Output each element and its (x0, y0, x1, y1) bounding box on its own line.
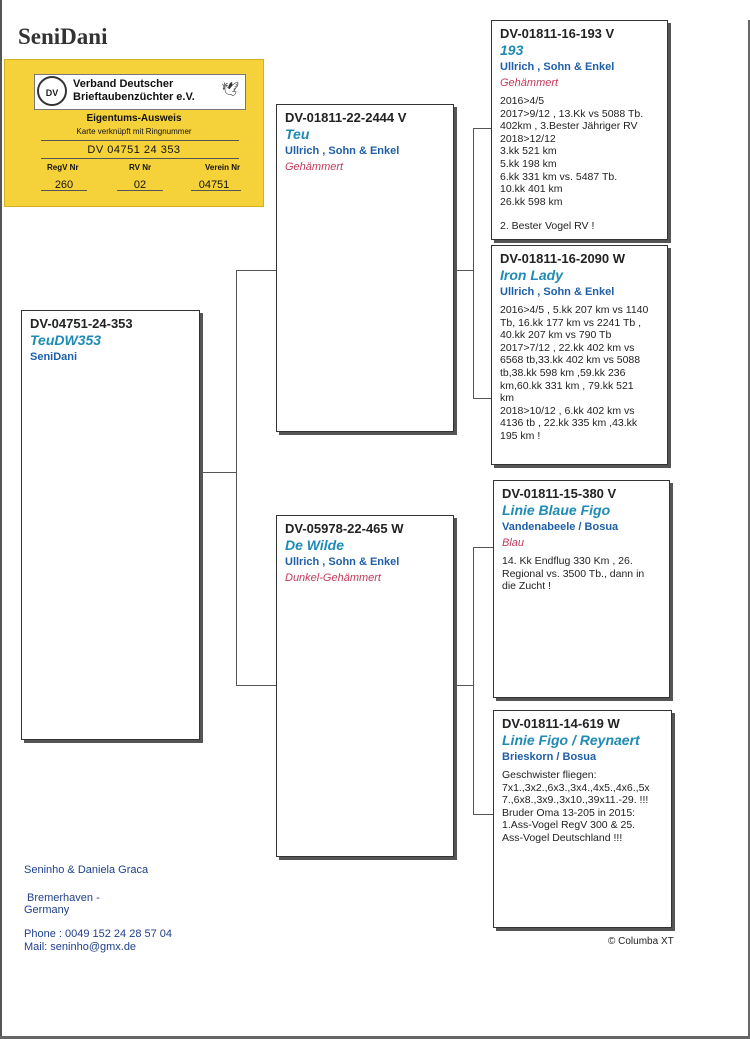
card-field-line (41, 190, 87, 191)
note-line: 26.kk 598 km (500, 195, 563, 208)
card-field-line (117, 190, 163, 191)
pigeon-name: De Wilde (285, 537, 344, 553)
note-line: Geschwister fliegen: (502, 769, 597, 781)
card-verein-label: Verein Nr (205, 163, 241, 172)
contact-phone: Phone : 0049 152 24 28 57 04 (24, 928, 173, 940)
card-rv-label: RV Nr (129, 163, 152, 172)
breeder: Brieskorn / Bosua (502, 751, 597, 763)
breeder: SeniDani (30, 351, 78, 363)
card-field-line (191, 190, 241, 191)
contact-city: Bremerhaven - (27, 892, 100, 904)
note-line: 40.kk 207 km vs 790 Tb (500, 329, 612, 342)
note-line: die Zucht ! (502, 580, 552, 593)
note-line: Bruder Oma 13-205 in 2015: (502, 806, 636, 819)
pedigree-box-dam (276, 515, 454, 857)
ring-number: DV-01811-16-2090 W (500, 251, 626, 266)
scan-border-left (0, 0, 2, 1039)
pigeon-name: Teu (285, 126, 310, 142)
note-line: tb,38.kk 598 km ,59.kk 236 (500, 366, 626, 379)
note-line: 14. Kk Endflug 330 Km , 26. (502, 555, 633, 567)
connector-line (473, 398, 491, 399)
pedigree-box-dam-sire (493, 480, 670, 698)
note-line: km (500, 392, 514, 405)
card-ring-number: DV 04751 24 353 (87, 144, 181, 156)
note-line: 2017>9/12 , 13.Kk vs 5088 Tb. (500, 107, 644, 120)
note-line: km,60.kk 331 km , 79.kk 521 (500, 379, 634, 392)
note-line: 5.kk 198 km (500, 157, 557, 170)
contact-mail[interactable]: Mail: seninho@gmx.de (24, 941, 137, 953)
pigeon-name: Linie Blaue Figo (502, 502, 611, 518)
pigeon-name: Linie Figo / Reynaert (502, 732, 640, 748)
card-divider (41, 140, 239, 141)
ring-number: DV-04751-24-353 (30, 316, 133, 331)
note-line: 7x1.,3x2.,6x3.,3x4.,4x5.,4x6.,5x (502, 781, 650, 794)
card-divider (41, 158, 239, 159)
card-org-line2: Brieftaubenzüchter e.V. (73, 91, 195, 103)
connector-line (236, 685, 276, 686)
card-verein-value: 04751 (198, 179, 230, 191)
note-line: 2018>10/12 , 6.kk 402 km vs (500, 404, 635, 417)
card-regv-label: RegV Nr (47, 163, 79, 172)
ownership-card (4, 59, 264, 207)
note-line: 2016>4/5 , 5.kk 207 km vs 1140 (500, 304, 649, 316)
breeder: Vandenabeele / Bosua (502, 521, 619, 533)
note-line: 2018>12/12 (500, 132, 556, 145)
note-line: Tb, 16.kk 177 km vs 2241 Tb , (500, 316, 642, 329)
note-line: 10.kk 401 km (500, 183, 563, 196)
connector-line (473, 128, 491, 129)
card-org-name (73, 78, 195, 104)
note-footer: 2. Bester Vogel RV ! (500, 220, 595, 233)
note-line: Ass-Vogel Deutschland !!! (502, 831, 623, 844)
ring-number: DV-01811-15-380 V (502, 486, 617, 501)
brand-title: SeniDani (18, 24, 108, 49)
pedigree-box-sire-dam (491, 245, 668, 465)
contact-country: Germany (24, 904, 70, 916)
card-rv-value: 02 (133, 179, 147, 191)
pigeon-name: TeuDW353 (30, 332, 102, 348)
connector-line (236, 270, 276, 271)
connector-line (454, 270, 474, 271)
connector-line (454, 685, 474, 686)
connector-line (200, 472, 237, 473)
copyright: © Columba XT (608, 936, 674, 947)
card-subtitle: Karte verknüpft mit Ringnummer (76, 127, 192, 136)
ring-number: DV-01811-16-193 V (500, 26, 615, 41)
note-line: 3.kk 521 km (500, 145, 557, 158)
breeder: Ullrich , Sohn & Enkel (285, 145, 400, 157)
note-line: Regional vs. 3500 Tb., dann in (502, 567, 645, 580)
breeder: Ullrich , Sohn & Enkel (500, 286, 615, 298)
note-line: 4136 tb , 22.kk 335 km ,43.kk (500, 417, 638, 430)
pedigree-box-dam-dam (493, 710, 672, 928)
feather-color: Gehämmert (500, 77, 559, 89)
pigeon-icon: 🕊 (221, 81, 239, 97)
card-org-line1: Verband Deutscher (73, 78, 174, 90)
feather-color: Dunkel-Gehämmert (285, 572, 381, 584)
performance-notes (500, 95, 659, 233)
connector-line (473, 547, 493, 548)
connector-line (236, 270, 237, 686)
performance-notes (502, 769, 663, 845)
note-line: 402km , 3.Bester Jähriger RV (500, 120, 638, 133)
pedigree-box-sire-sire (491, 20, 668, 240)
card-regv-value: 260 (54, 179, 74, 191)
dv-logo-icon: DV (37, 76, 67, 106)
connector-line (473, 547, 474, 815)
feather-color: Blau (502, 537, 525, 549)
pedigree-box-subject (21, 310, 200, 740)
note-line: 195 km ! (500, 429, 541, 442)
note-line: 6568 tb,33.kk 402 km vs 5088 (500, 354, 641, 367)
note-line: 6.kk 331 km vs. 5487 Tb. (500, 170, 618, 183)
breeder: Ullrich , Sohn & Enkel (500, 61, 615, 73)
performance-notes (500, 304, 659, 443)
feather-color: Gehämmert (285, 161, 344, 173)
pigeon-name: 193 (500, 42, 524, 58)
note-line: 2017>7/12 , 22.kk 402 km vs (500, 341, 635, 354)
note-line: 7.,6x8.,3x9.,3x10.,39x11.-29. !!! (502, 794, 649, 807)
connector-line (473, 128, 474, 399)
connector-line (473, 814, 493, 815)
pigeon-name: Iron Lady (500, 267, 564, 283)
contact-name: Seninho & Daniela Graca (24, 864, 149, 876)
note-line: 2016>4/5 (500, 95, 545, 107)
ring-number: DV-05978-22-465 W (285, 521, 404, 536)
pedigree-box-sire (276, 104, 454, 432)
note-line: 1.Ass-Vogel RegV 300 & 25. (502, 819, 636, 832)
ring-number: DV-01811-22-2444 V (285, 110, 407, 125)
performance-notes (502, 555, 661, 593)
card-title: Eigentums-Ausweis (86, 113, 182, 124)
breeder: Ullrich , Sohn & Enkel (285, 556, 400, 568)
ring-number: DV-01811-14-619 W (502, 716, 620, 731)
card-header (34, 74, 246, 110)
